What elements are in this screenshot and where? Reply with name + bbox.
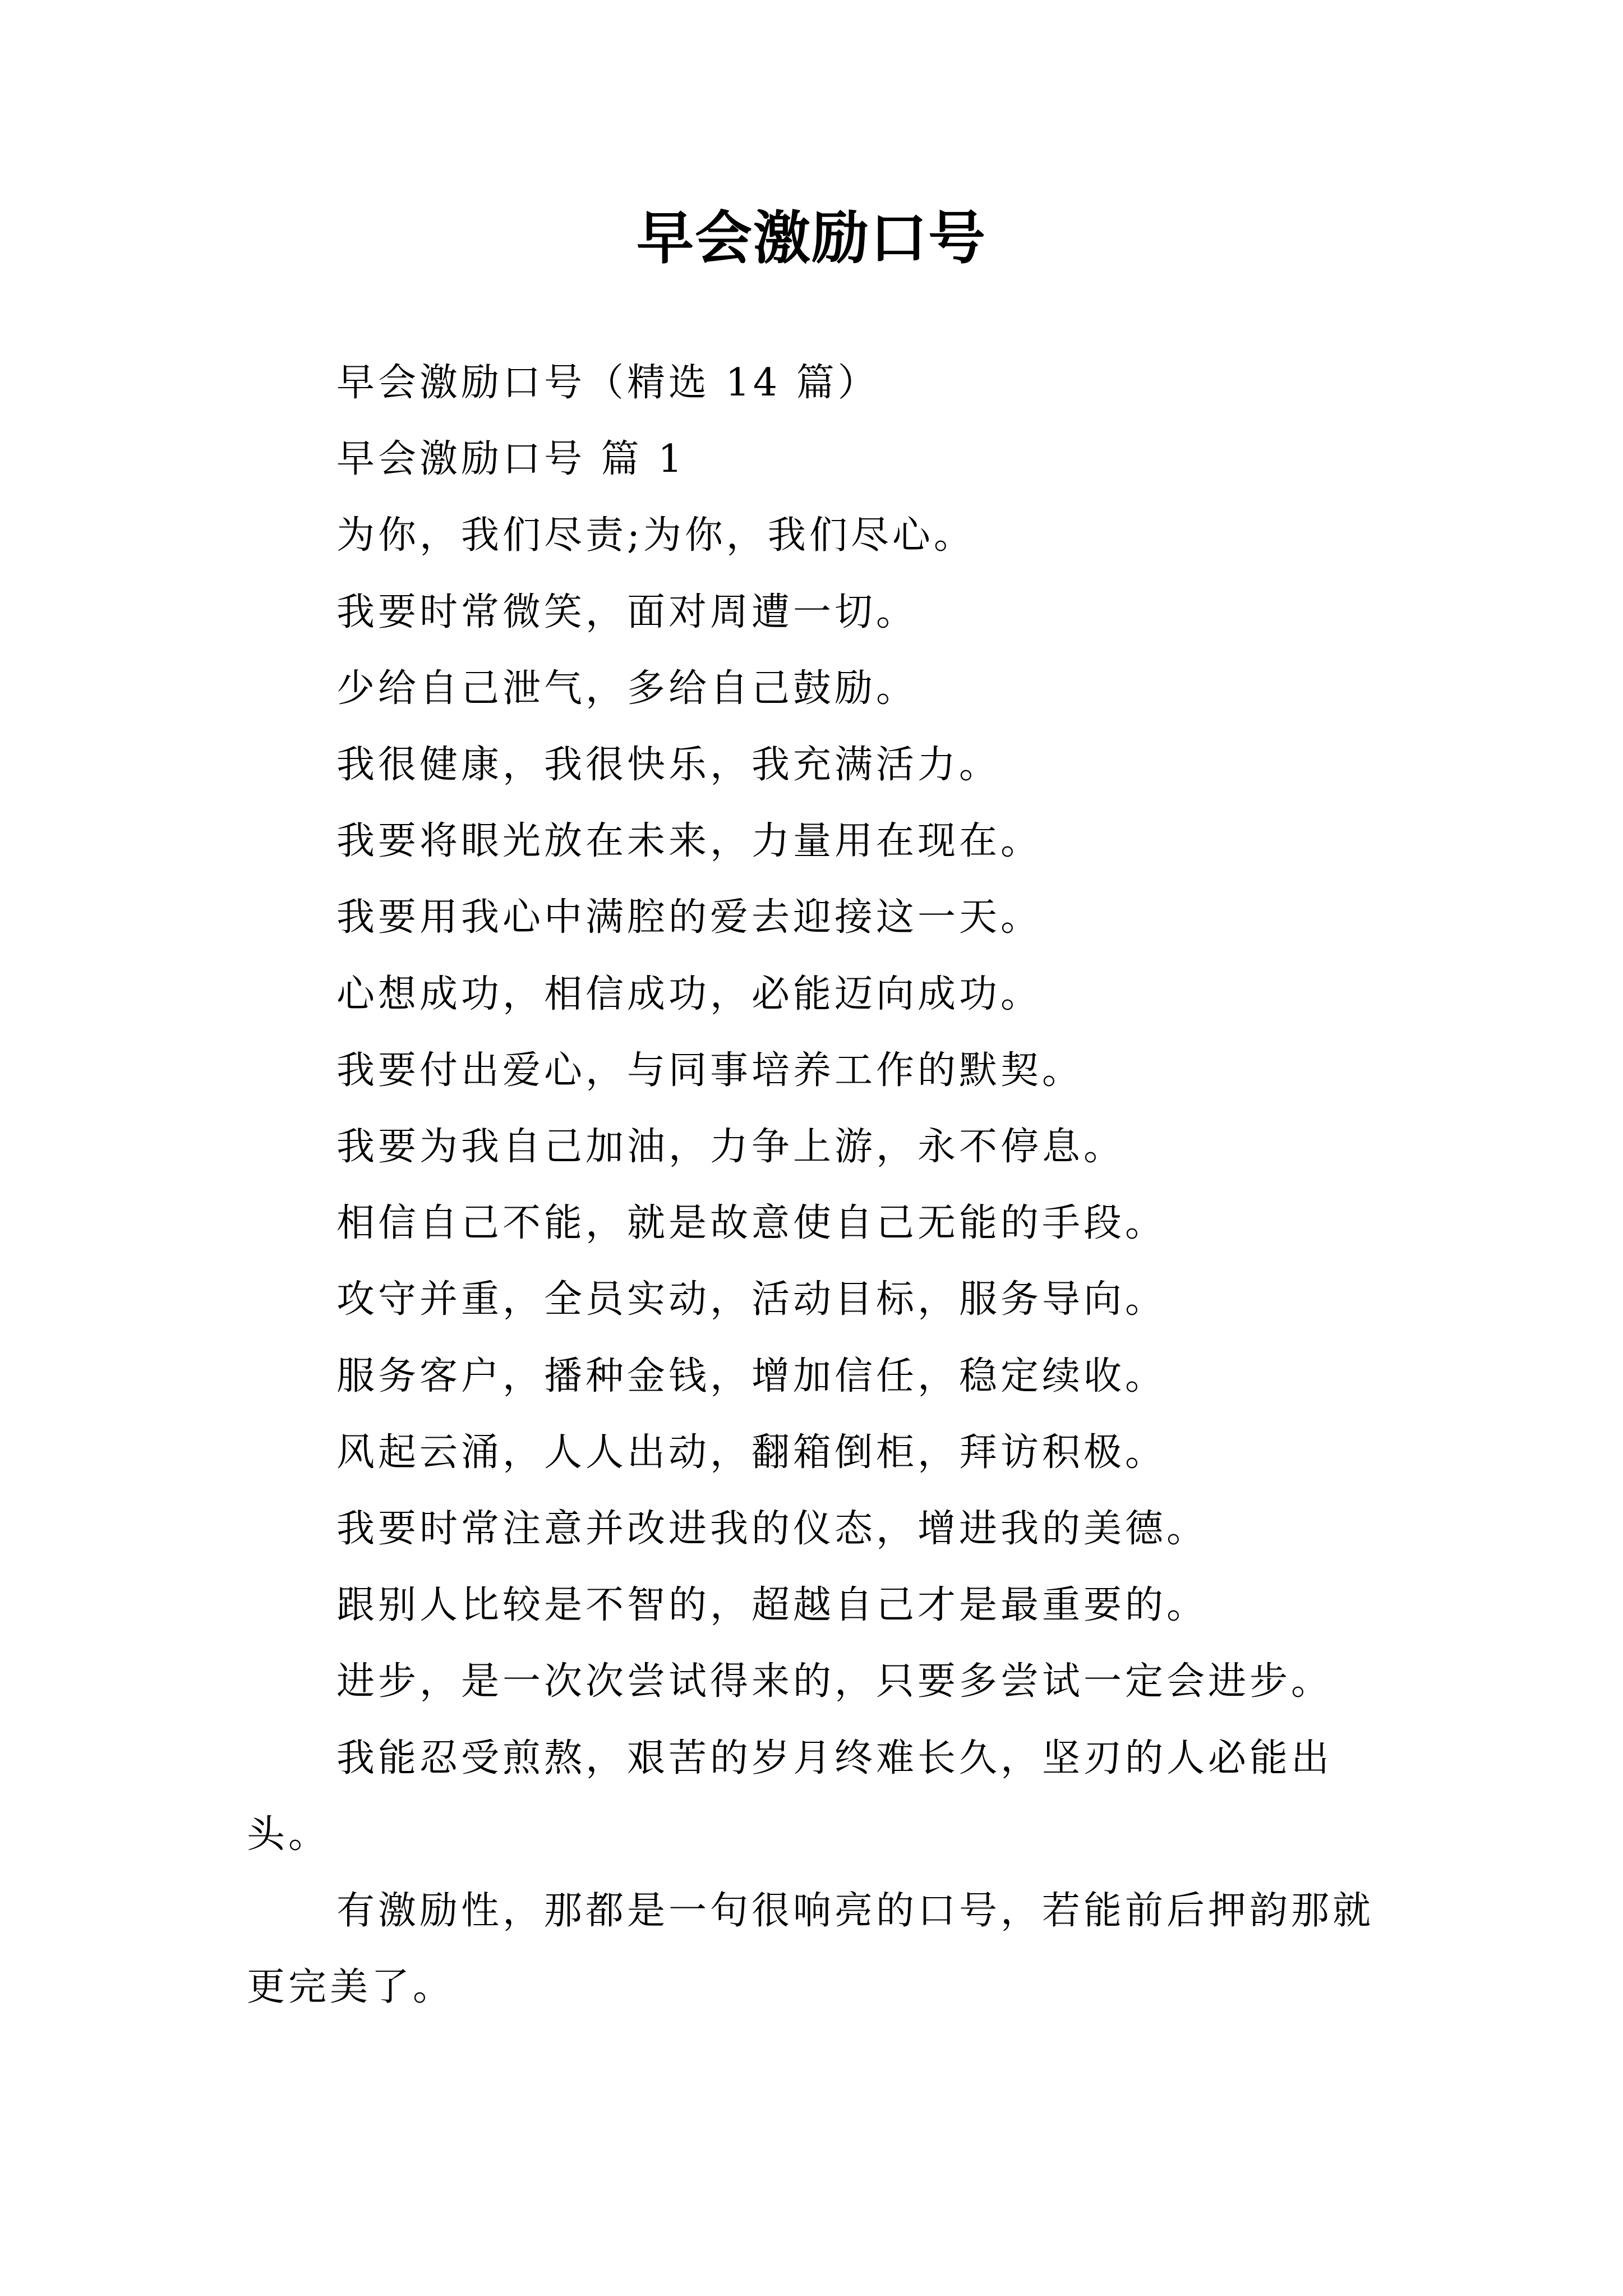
paragraph: 风起云涌，人人出动，翻箱倒柜，拜访积极。 bbox=[336, 1430, 1167, 1475]
paragraph: 少给自己泄气，多给自己鼓励。 bbox=[336, 666, 918, 711]
paragraph: 我要将眼光放在未来，力量用在现在。 bbox=[336, 819, 1043, 864]
paragraph: 我能忍受煎熬，艰苦的岁月终难长久，坚刃的人必能出头。 bbox=[247, 1736, 1333, 1857]
paragraph: 我要时常注意并改进我的仪态，增进我的美德。 bbox=[336, 1507, 1209, 1552]
paragraph: 我要付出爱心，与同事培养工作的默契。 bbox=[336, 1048, 1084, 1093]
paragraph: 心想成功，相信成功，必能迈向成功。 bbox=[336, 972, 1043, 1016]
paragraph: 服务客户，播种金钱，增加信任，稳定续收。 bbox=[336, 1354, 1167, 1398]
paragraph: 我要时常微笑，面对周遭一切。 bbox=[336, 590, 918, 634]
paragraph: 为你，我们尽责;为你，我们尽心。 bbox=[336, 513, 975, 558]
paragraph: 我要为我自己加油，力争上游，永不停息。 bbox=[336, 1125, 1126, 1170]
document-body bbox=[247, 345, 1402, 2026]
paragraph: 我很健康，我很快乐，我充满活力。 bbox=[336, 743, 1001, 788]
paragraph: 进步，是一次次尝试得来的，只要多尝试一定会进步。 bbox=[336, 1659, 1333, 1704]
paragraph: 攻守并重，全员实动，活动目标，服务导向。 bbox=[336, 1277, 1167, 1322]
paragraph: 跟别人比较是不智的，超越自己才是最重要的。 bbox=[336, 1583, 1209, 1628]
paragraph: 相信自己不能，就是故意使自己无能的手段。 bbox=[336, 1201, 1167, 1246]
paragraph: 早会激励口号（精选 14 篇） bbox=[336, 361, 879, 405]
paragraph: 早会激励口号 篇 1 bbox=[336, 437, 686, 482]
document-title: 早会激励口号 bbox=[637, 205, 986, 272]
paragraph: 有激励性，那都是一句很响亮的口号，若能前后押韵那就更完美了。 bbox=[247, 1889, 1375, 2010]
paragraph: 我要用我心中满腔的爱去迎接这一天。 bbox=[336, 895, 1043, 940]
